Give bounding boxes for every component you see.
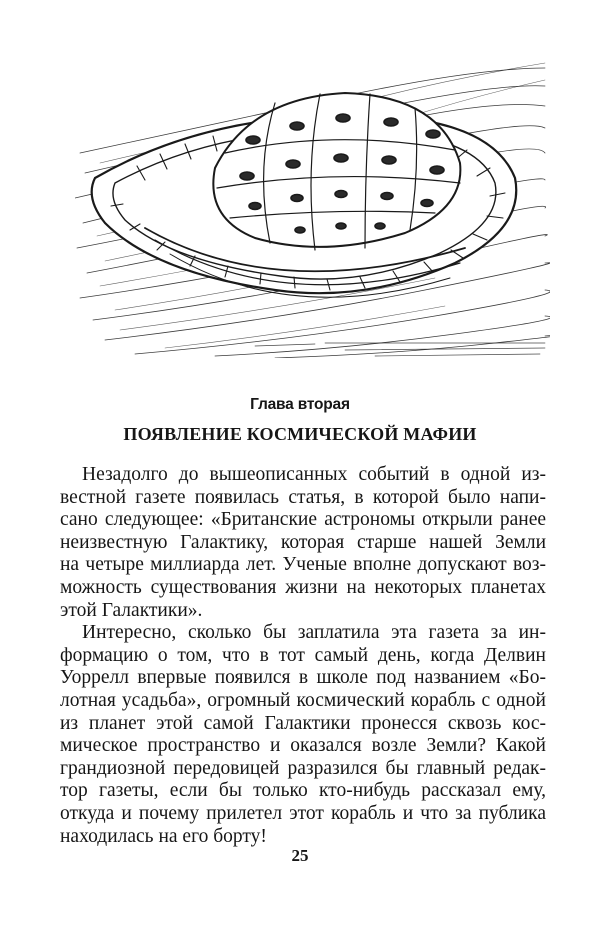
text-line: находилась на его борту!: [60, 825, 267, 847]
text-line: формацию о том, что в тот самый день, когда Делвин: [60, 644, 546, 666]
text-line: неизвестную Галактику, которая старше нашей Земли: [60, 531, 546, 553]
text-line: откуда и почему прилетел этот корабль и что за публика: [60, 802, 546, 824]
text-line: лотная усадьба», огромный космический корабль с одной: [60, 689, 546, 711]
chapter-title: ПОЯВЛЕНИЕ КОСМИЧЕСКОЙ МАФИИ: [123, 424, 477, 444]
text-line: Интересно, сколько бы заплатила эта газета за ин-: [82, 622, 546, 644]
text-line: сано следующее: «Британские астрономы открыли ранее: [60, 509, 546, 531]
text-line: этой Галактики».: [60, 599, 203, 621]
text-line: на четыре миллиарда лет. Ученые вполне допускают воз-: [60, 554, 546, 576]
text-line: вестной газете появилась статья, в которой было напи-: [60, 486, 546, 508]
text-line: можность существования жизни на некоторых планетах: [60, 576, 546, 598]
paragraph-1: [60, 464, 546, 622]
text-line: мическое пространство и оказался возле Земли? Какой: [60, 735, 546, 757]
text-line: Уоррелл впервые появился в школе под названием «Бо-: [60, 667, 546, 689]
flying-saucer-illustration: [75, 58, 550, 358]
text-line: из планет этой самой Галактики пронесся сквозь кос-: [60, 712, 546, 734]
paragraph-2: [60, 622, 546, 848]
text-line: Незадолго до вышеописанных событий в одной из-: [82, 464, 546, 485]
page-number: 25: [291, 846, 309, 865]
text-line: тор газеты, если бы только кто-нибудь рассказал ему,: [60, 780, 546, 802]
chapter-body: [60, 464, 546, 848]
text-line: грандиозной передовицей разразился бы главный редак-: [60, 757, 546, 779]
chapter-label: Глава вторая: [250, 396, 350, 413]
